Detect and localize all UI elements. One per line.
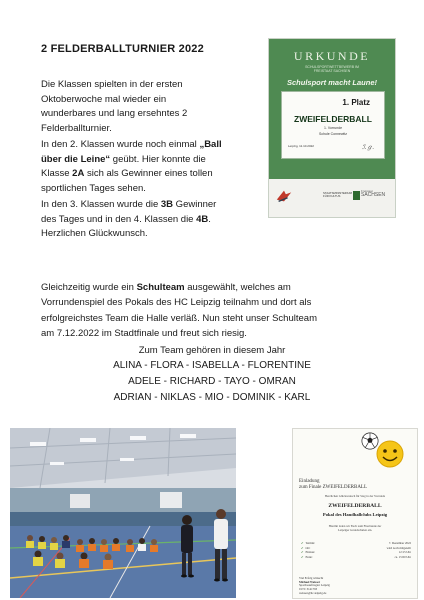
article-title: 2 FELDERBALLTURNIER 2022 bbox=[41, 43, 204, 55]
text-line: Gleichzeitig wurde ein Schulteam ausgewählt, welches am bbox=[41, 282, 291, 293]
text-line: Felderballturnier. bbox=[41, 122, 112, 134]
team-names: ALINA - FLORA - ISABELLA - FLORENTINE bbox=[113, 360, 311, 371]
certificate-title: URKUNDE bbox=[293, 49, 371, 63]
text-line: Vorrundenspiel des Pokals des HC Leipzig teilnahm und dort als bbox=[41, 297, 312, 309]
certificate-place: 1. Platz bbox=[342, 98, 370, 107]
text-line: sportlichen Tages sehen. bbox=[41, 182, 146, 194]
text-line: Herzlichen Glückwunsch. bbox=[41, 228, 148, 240]
certificate-round: 1. Vorrunde bbox=[323, 126, 343, 130]
checkmark-icon: ✔ bbox=[301, 541, 304, 545]
text-line: erfolgreichstes Team die Halle verläß. Nun steht unser Schulteam bbox=[41, 312, 317, 324]
invitation-flyer bbox=[292, 428, 418, 599]
flyer-heading: Einladung zum Finale ZWEIFELDERBALL bbox=[299, 479, 368, 490]
certificate-footer bbox=[269, 179, 395, 217]
paragraph-school-team bbox=[41, 280, 386, 342]
certificate-subtitle: SCHULSPORTWETTBEWERB IM FREISTAAT SACHSEN bbox=[305, 65, 359, 73]
game-name: über die Leine“ bbox=[41, 153, 111, 165]
certificate-photo bbox=[268, 38, 396, 218]
team-names: ADRIAN - NIKLAS - MIO - DOMINIK - KARL bbox=[113, 392, 311, 403]
list-item: ✔ Termin: 7. Dezember 2022 bbox=[301, 541, 411, 545]
text-line: des Tages und in den 4. Klassen die 4B. bbox=[41, 213, 211, 225]
text-line: wunderbares und lang ersehntes 2 bbox=[41, 108, 188, 120]
paragraph-class-2 bbox=[41, 138, 259, 196]
winner-class: 3B bbox=[160, 199, 174, 210]
signature: ℐ.ℊ. bbox=[362, 145, 374, 151]
certificate-slogan: Schulsport macht Laune! bbox=[286, 78, 377, 87]
winner-class: 2A bbox=[72, 168, 85, 180]
text-line: In den 2. Klassen wurde noch einmal „Ball bbox=[41, 139, 222, 150]
text-line: Klasse 2A sich als Gewinner eines tollen bbox=[41, 168, 213, 180]
certificate-school: Schule Connewitz bbox=[318, 132, 347, 136]
flyer-congrats: Herzlichen Glückwunsch für Sieg in der Vorrunde bbox=[324, 494, 386, 498]
flyer-cup: Pokal des Handballclubs Leipzig bbox=[322, 512, 388, 517]
certificate-event: ZWEIFELDERBALL bbox=[294, 114, 372, 124]
checkmark-icon: ✔ bbox=[301, 550, 304, 555]
text-line: am 7.12.2022 im Stadtfinale und freut sich riesig. bbox=[41, 328, 247, 340]
smiley-icon bbox=[375, 439, 405, 469]
list-item: ✔ Ort: wird noch mitgeteilt bbox=[301, 545, 411, 550]
list-item: ✔ Einlass: 12:15 Uhr bbox=[301, 550, 411, 555]
coat-of-arms-icon bbox=[353, 191, 360, 200]
sachsen-label: SACHSEN bbox=[361, 192, 386, 198]
certificate-date: Leipzig, 11.10.2022 bbox=[288, 144, 314, 148]
text-line: über die Leine“ geübt. Hier konnte die bbox=[41, 153, 206, 165]
flyer-details bbox=[301, 541, 411, 559]
freistaat-label: Freistaat bbox=[361, 189, 373, 193]
list-item: ✔ Ende: ca. 15:00 Uhr bbox=[301, 554, 411, 559]
sport-logo-icon bbox=[275, 187, 293, 205]
flyer-event: ZWEIFELDERBALL bbox=[328, 503, 382, 509]
team-names: ADELE - RICHARD - TAYO - OMRAN bbox=[128, 376, 296, 387]
paragraph-tournament bbox=[41, 78, 259, 136]
checkmark-icon: ✔ bbox=[301, 545, 304, 550]
winner-class: 4B bbox=[196, 213, 209, 225]
checkmark-icon: ✔ bbox=[301, 554, 304, 559]
school-team-label: Schulteam bbox=[136, 282, 185, 293]
flyer-invite: Hiermit laden wir Euch zum Finalrunde der Leipziger Grundschulen ein. bbox=[328, 524, 382, 532]
game-name: „Ball bbox=[199, 139, 222, 150]
flyer-contact: Viel Erfolg wünscht Michael Weisser Sportbeauftragter Leipzig 0172/ 3141793 weisser@hc-leipzig.de bbox=[299, 576, 330, 595]
text-line: Die Klassen spielten in der ersten bbox=[41, 79, 183, 90]
ministry-label: STAATSMINISTERIUM FÜR KULTUS bbox=[323, 191, 352, 199]
certificate-card bbox=[281, 91, 385, 159]
text-line: Oktoberwoche mal wieder ein bbox=[41, 93, 167, 105]
gym-scene bbox=[10, 428, 236, 598]
gym-photo bbox=[10, 428, 236, 598]
team-intro: Zum Team gehören in diesem Jahr bbox=[138, 345, 286, 356]
text-line: In den 3. Klassen wurde die 3B Gewinner bbox=[41, 199, 217, 210]
paragraph-class-3-4 bbox=[41, 198, 259, 242]
